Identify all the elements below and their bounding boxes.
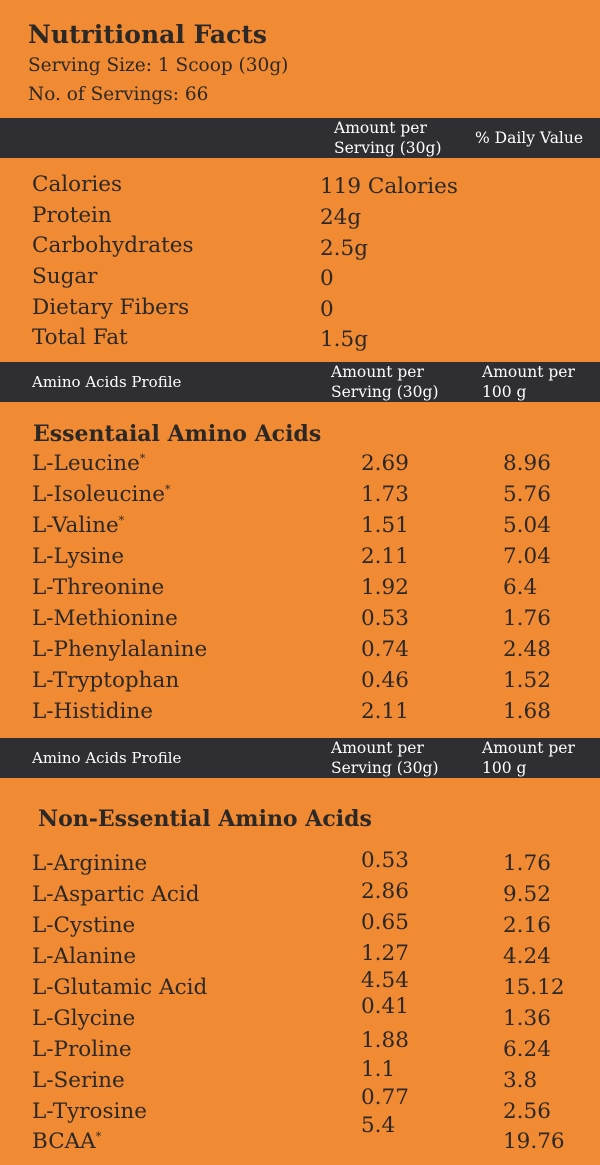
- header-amount-per-100g: [482, 362, 575, 402]
- nutrition-label: Calories: [32, 172, 122, 197]
- header-col1-line1: Amount per: [331, 739, 424, 757]
- amount-per-serving: 2.86: [361, 879, 409, 904]
- nutrition-amount: 2.5g: [320, 236, 368, 261]
- amount-per-serving: 0.53: [361, 606, 409, 631]
- amount-per-serving: 0.77: [361, 1085, 409, 1110]
- amino-acid-name: [32, 544, 124, 569]
- amino-acid-name: [32, 699, 153, 724]
- amount-per-100g: 5.76: [503, 482, 551, 507]
- nutrition-label: Total Fat: [32, 325, 128, 350]
- header-col2-line1: Amount per: [482, 363, 575, 381]
- amino-acid-label: L-Glycine: [32, 1006, 136, 1031]
- amount-per-serving: 2.69: [361, 451, 409, 476]
- amino-acid-name: [32, 944, 136, 969]
- amino-acid-label: L-Valine: [32, 513, 119, 538]
- amino-acid-label: L-Aspartic Acid: [32, 882, 200, 907]
- amino-acid-name: [32, 1037, 132, 1062]
- amount-per-serving: 4.54: [361, 968, 409, 993]
- amount-per-100g: 9.52: [503, 882, 551, 907]
- header-col1-line1: Amount per: [334, 119, 427, 137]
- amino-acid-name: [32, 1068, 125, 1093]
- amount-per-100g: 1.76: [503, 606, 551, 631]
- nutrition-label: Sugar: [32, 264, 98, 289]
- nutrition-amount: 119 Calories: [320, 174, 458, 199]
- amino-acid-label: L-Methionine: [32, 606, 178, 631]
- header-col1-line2: Serving (30g): [331, 759, 439, 777]
- nutrition-label: Protein: [32, 203, 112, 228]
- header-bar-nutrition: [0, 118, 600, 158]
- amount-per-100g: 2.16: [503, 913, 551, 938]
- amount-per-serving: 0.53: [361, 848, 409, 873]
- amount-per-100g: 1.68: [503, 699, 551, 724]
- nutrition-label: Carbohydrates: [32, 233, 194, 258]
- amino-acid-label: L-Glutamic Acid: [32, 975, 208, 1000]
- amino-acid-name: [32, 513, 124, 538]
- facts-title: Nutritional Facts: [28, 20, 267, 49]
- amino-acid-name: [32, 1129, 101, 1154]
- header-amount-per-serving: [331, 362, 439, 402]
- amino-acid-label: BCAA: [32, 1129, 96, 1154]
- header-col1-line2: Serving (30g): [334, 139, 442, 157]
- amino-acid-label: L-Arginine: [32, 851, 148, 876]
- nutrition-amount: 0: [320, 266, 334, 291]
- amount-per-serving: 0.65: [361, 910, 409, 935]
- nutrition-label: Dietary Fibers: [32, 295, 190, 320]
- header-amount-per-100g: [482, 738, 575, 778]
- amino-acid-label: L-Tryptophan: [32, 668, 180, 693]
- amount-per-100g: 1.36: [503, 1006, 551, 1031]
- serving-size: Serving Size: 1 Scoop (30g): [28, 55, 289, 76]
- nutrition-amount: 1.5g: [320, 327, 368, 352]
- amino-profile-label: Amino Acids Profile: [32, 373, 182, 391]
- header-col1-line2: Serving (30g): [331, 383, 439, 401]
- servings-count: No. of Servings: 66: [28, 84, 209, 105]
- essential-section-title: Essentaial Amino Acids: [33, 421, 322, 447]
- amount-per-serving: 1.1: [361, 1057, 396, 1082]
- amino-acid-label: L-Phenylalanine: [32, 637, 208, 662]
- amount-per-serving: 2.11: [361, 544, 409, 569]
- amount-per-serving: 0.46: [361, 668, 409, 693]
- amount-per-100g: 1.76: [503, 851, 551, 876]
- amount-per-serving: 5.4: [361, 1113, 396, 1138]
- header-col2-line2: 100 g: [482, 759, 527, 777]
- amount-per-100g: 3.8: [503, 1068, 538, 1093]
- amino-acid-name: [32, 606, 178, 631]
- amino-acid-name: [32, 575, 164, 600]
- bcaa-asterisk: *: [95, 1130, 102, 1143]
- amino-acid-name: [32, 637, 207, 662]
- header-bar-amino-non-essential: [0, 738, 600, 778]
- nutrition-amount: 24g: [320, 205, 362, 230]
- header-col2-line1: Amount per: [482, 739, 575, 757]
- amount-per-serving: 1.73: [361, 482, 409, 507]
- bcaa-asterisk: *: [118, 514, 125, 527]
- amino-acid-label: L-Histidine: [32, 699, 153, 724]
- amount-per-serving: 1.27: [361, 941, 409, 966]
- header-col2-line2: 100 g: [482, 383, 527, 401]
- amino-acid-label: L-Isoleucine: [32, 482, 165, 507]
- amount-per-100g: 5.04: [503, 513, 551, 538]
- amino-acid-label: L-Tyrosine: [32, 1099, 147, 1124]
- amino-acid-name: [32, 482, 170, 507]
- amount-per-serving: 0.74: [361, 637, 409, 662]
- amino-acid-name: [32, 882, 200, 907]
- header-amount-per-serving: [331, 738, 439, 778]
- amount-per-100g: 2.56: [503, 1099, 551, 1124]
- header-col1-line1: Amount per: [331, 363, 424, 381]
- amino-acid-label: L-Leucine: [32, 451, 140, 476]
- amount-per-100g: 1.52: [503, 668, 551, 693]
- amino-acid-label: L-Threonine: [32, 575, 165, 600]
- amino-acid-name: [32, 851, 147, 876]
- amino-acid-name: [32, 1099, 147, 1124]
- nutrition-amount: 0: [320, 297, 334, 322]
- amount-per-serving: 1.51: [361, 513, 409, 538]
- amino-acid-name: [32, 451, 145, 476]
- amino-acid-label: L-Cystine: [32, 913, 136, 938]
- amount-per-100g: 19.76: [503, 1129, 565, 1154]
- header-daily-value: % Daily Value: [475, 129, 584, 147]
- amount-per-100g: 6.4: [503, 575, 538, 600]
- amino-acid-label: L-Lysine: [32, 544, 125, 569]
- amount-per-100g: 4.24: [503, 944, 551, 969]
- amino-acid-name: [32, 975, 207, 1000]
- amino-profile-label: Amino Acids Profile: [32, 749, 182, 767]
- header-bar-amino-essential: [0, 362, 600, 402]
- header-amount-per-serving: [334, 118, 442, 158]
- non-essential-section-title: Non-Essential Amino Acids: [38, 806, 372, 832]
- amount-per-serving: 2.11: [361, 699, 409, 724]
- amount-per-serving: 1.92: [361, 575, 409, 600]
- amino-acid-label: L-Serine: [32, 1068, 125, 1093]
- amount-per-100g: 2.48: [503, 637, 551, 662]
- bcaa-asterisk: *: [164, 483, 171, 496]
- amount-per-100g: 6.24: [503, 1037, 551, 1062]
- amount-per-100g: 15.12: [503, 975, 565, 1000]
- amino-acid-name: [32, 913, 135, 938]
- amino-acid-name: [32, 1006, 135, 1031]
- amino-acid-name: [32, 668, 179, 693]
- amino-acid-label: L-Proline: [32, 1037, 132, 1062]
- bcaa-asterisk: *: [139, 452, 146, 465]
- amount-per-serving: 0.41: [361, 994, 409, 1019]
- amount-per-100g: 7.04: [503, 544, 551, 569]
- amount-per-100g: 8.96: [503, 451, 551, 476]
- amount-per-serving: 1.88: [361, 1028, 409, 1053]
- amino-acid-label: L-Alanine: [32, 944, 137, 969]
